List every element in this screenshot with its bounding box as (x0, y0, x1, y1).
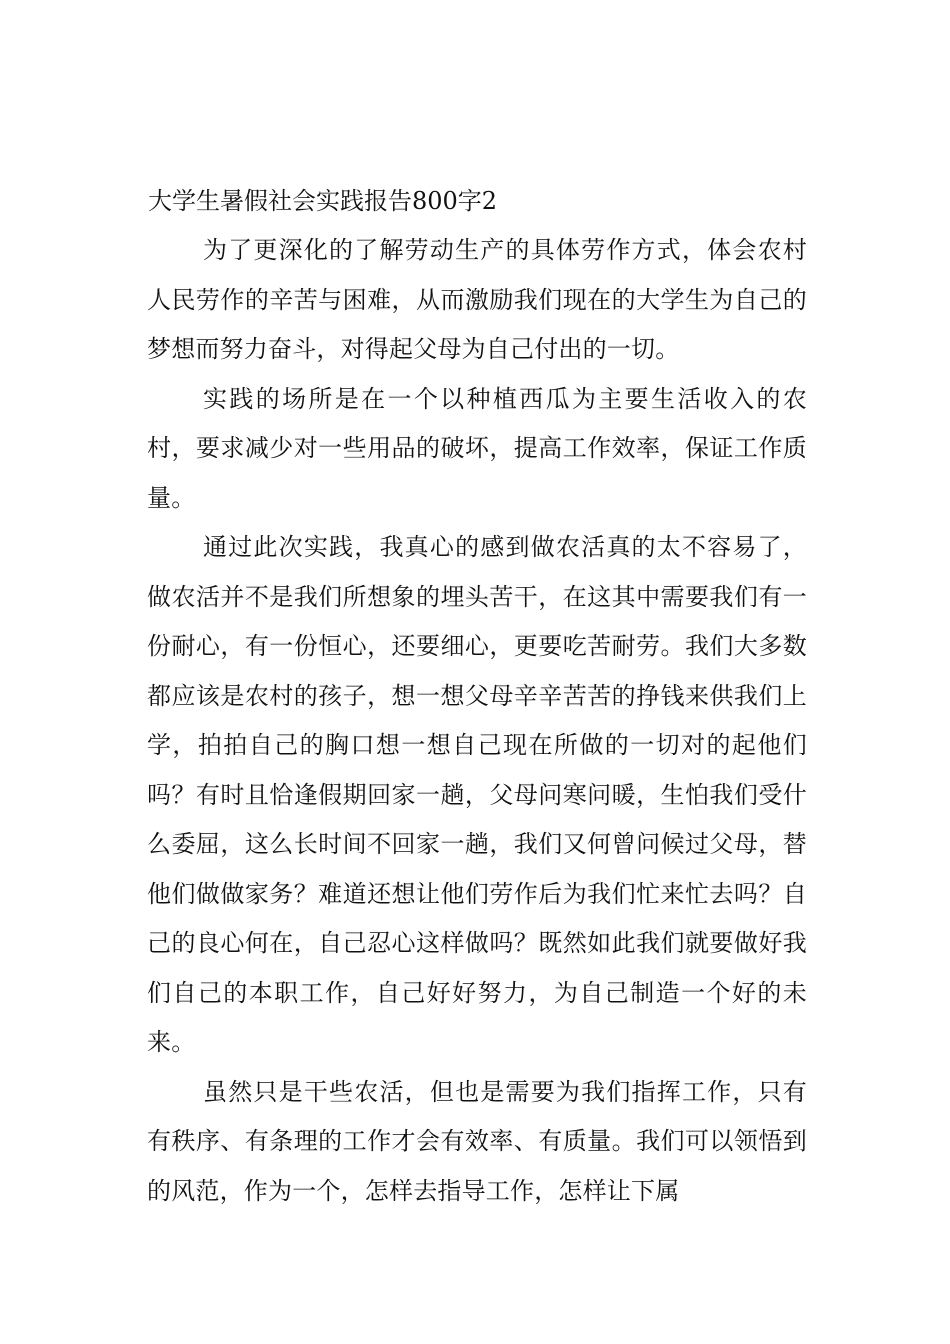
document-body (147, 226, 807, 1216)
paragraph-3: 通过此次实践，我真心的感到做农活真的太不容易了，做农活并不是我们所想象的埋头苦干，在这其中需要我们有一份耐心，有一份恒心，还要细心，更要吃苦耐劳。我们大多数都应该是农村的孩子，想一想父母辛辛苦苦的挣钱来供我们上学，拍拍自己的胸口想一想自己现在所做的一切对的起他们吗？有时且恰逢假期回家一趟，父母问寒问暖，生怕我们受什么委屈，这么长时间不回家一趟，我们又何曾问候过父母，替他们做做家务？难道还想让他们劳作后为我们忙来忙去吗？自己的良心何在，自己忍心这样做吗？既然如此我们就要做好我们自己的本职工作，自己好好努力，为自己制造一个好的未来。 (147, 533, 807, 1056)
paragraph-1: 为了更深化的了解劳动生产的具体劳作方式，体会农村人民劳作的辛苦与困难，从而激励我们现在的大学生为自己的梦想而努力奋斗，对得起父母为自己付出的一切。 (147, 236, 807, 363)
paragraph-2: 实践的场所是在一个以种植西瓜为主要生活收入的农村，要求减少对一些用品的破坏，提高工作效率，保证工作质量。 (147, 384, 807, 512)
paragraph-4: 虽然只是干些农活，但也是需要为我们指挥工作，只有有秩序、有条理的工作才会有效率、有质量。我们可以领悟到的风范，作为一个，怎样去指导工作，怎样让下属 (147, 1077, 807, 1205)
document-title: 大学生暑假社会实践报告800字2 (148, 187, 498, 215)
